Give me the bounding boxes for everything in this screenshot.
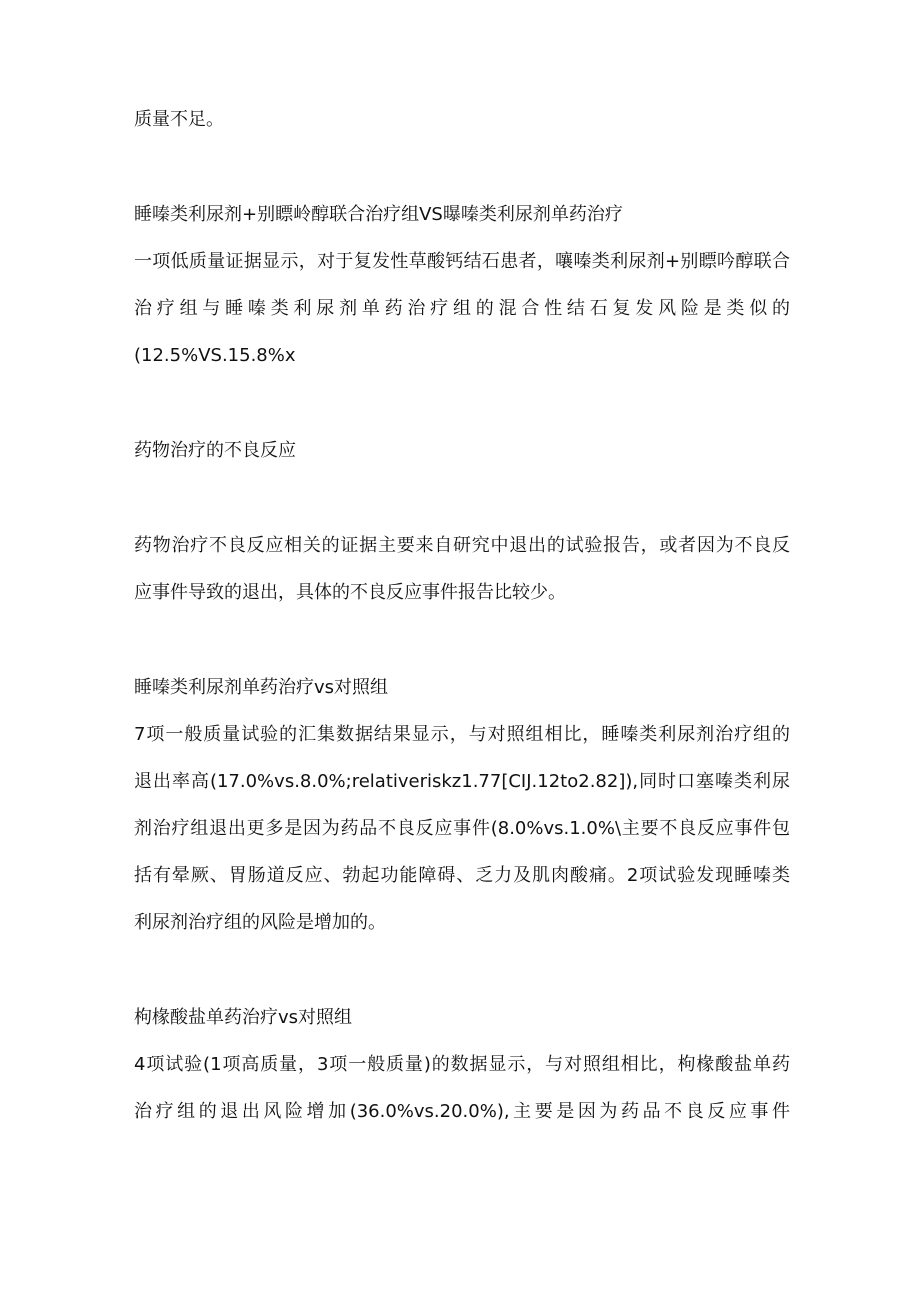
section-heading: 枸椽酸盐单药治疗vs对照组 <box>134 1007 353 1028</box>
text-line: (12.5%VS.15.8%x <box>134 345 296 366</box>
section-heading: 药物治疗的不良反应 <box>134 440 296 461</box>
text-line: 7项一般质量试验的汇集数据结果显示，与对照组相比，睡嗪类利尿剂治疗组的 <box>134 724 790 745</box>
text-line: 应事件导致的退出，具体的不良反应事件报告比较少。 <box>134 582 566 603</box>
text-line: 一项低质量证据显示，对于复发性草酸钙结石患者，嚷嗪类利尿剂+别瞟吟醇联合 <box>134 251 790 272</box>
section-heading: 睡嗪类利尿剂单药治疗vs对照组 <box>134 677 389 698</box>
text-line: 剂治疗组退出更多是因为药品不良反应事件(8.0%vs.1.0%\主要不良反应事件包 <box>134 818 790 839</box>
text-line: 药物治疗不良反应相关的证据主要来自研究中退出的试验报告，或者因为不良反 <box>134 535 790 556</box>
text-line: 退出率高(17.0%vs.8.0%;relativeriskz1.77[CIJ.12to2.82]),同时口塞嗪类利尿 <box>134 771 790 792</box>
text-line: 利尿剂治疗组的风险是增加的。 <box>134 912 386 933</box>
text-line: 治疗组的退出风险增加(36.0%vs.20.0%),主要是因为药品不良反应事件 <box>134 1101 790 1122</box>
text-line: 质量不足。 <box>134 109 224 130</box>
text-line: 治疗组与睡嗪类利尿剂单药治疗组的混合性结石复发风险是类似的 <box>134 298 790 319</box>
section-heading: 睡嗪类利尿剂+别瞟岭醇联合治疗组VS曝嗪类利尿剂单药治疗 <box>134 204 623 225</box>
text-line: 4项试验(1项高质量，3项一般质量)的数据显示，与对照组相比，枸椽酸盐单药 <box>134 1054 790 1075</box>
text-line: 括有晕厥、胃肠道反应、勃起功能障碍、乏力及肌肉酸痛。2项试验发现睡嗪类 <box>134 865 790 886</box>
